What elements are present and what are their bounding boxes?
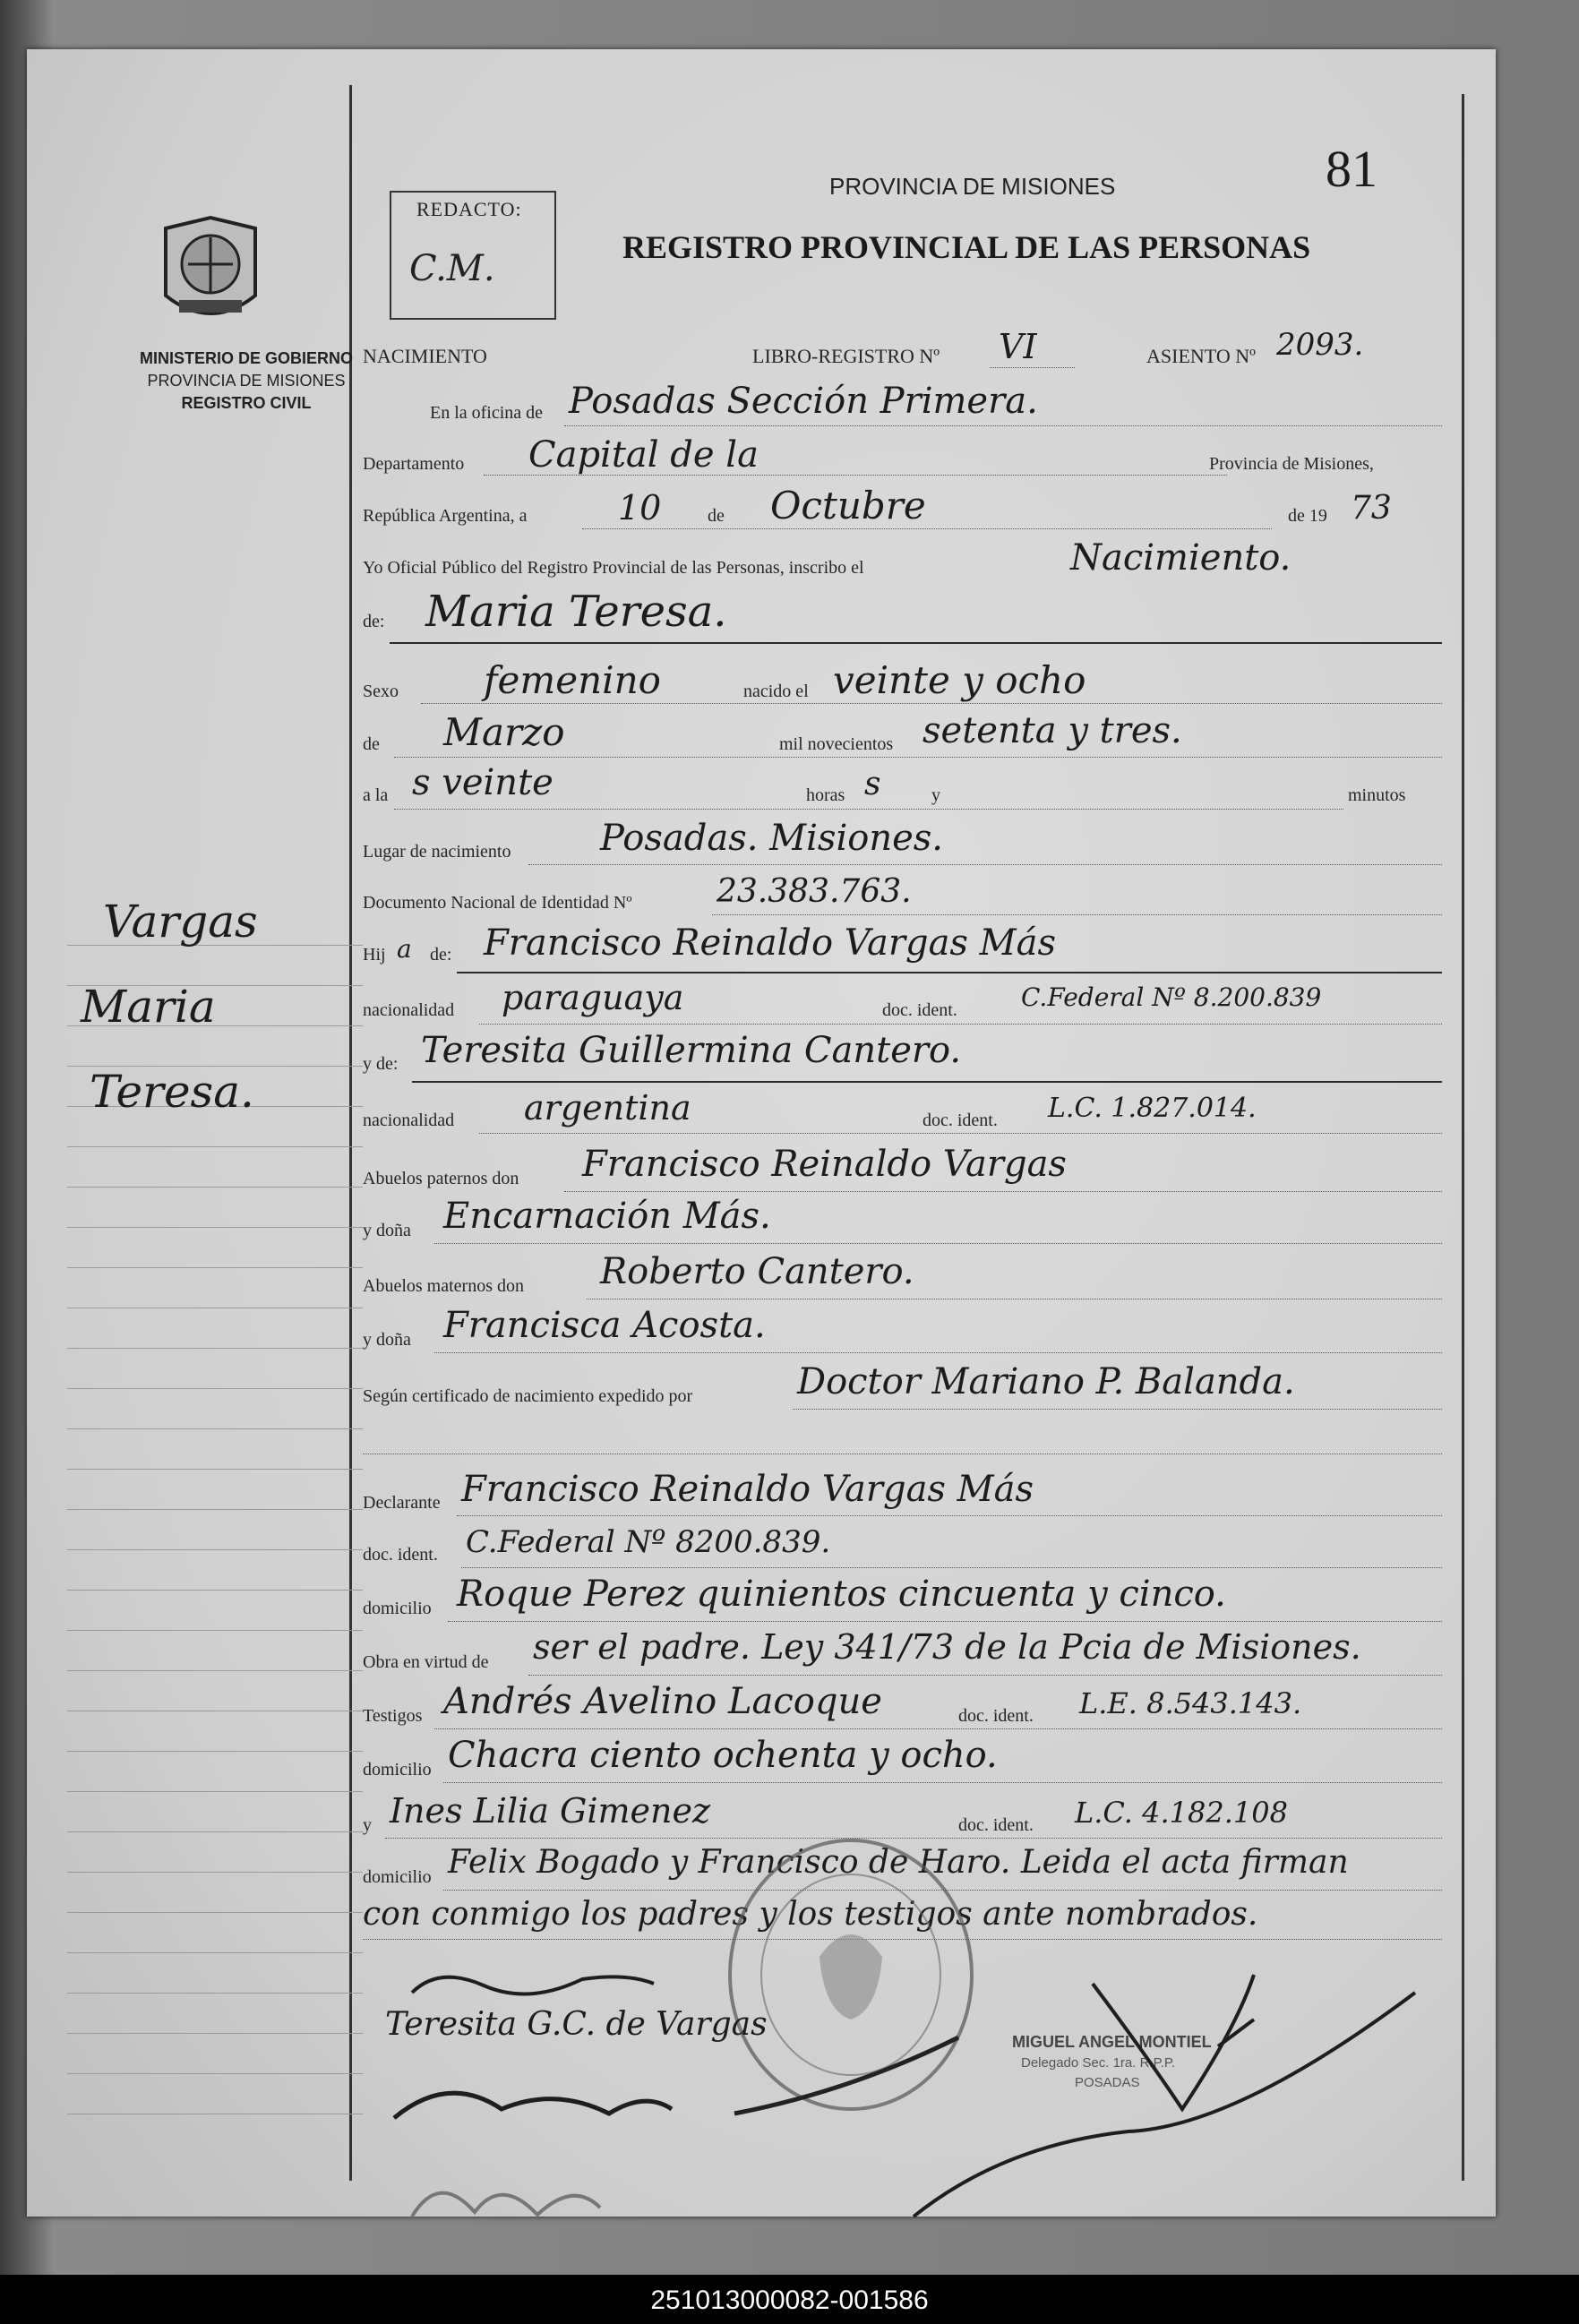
doc5-value: L.C. 4.182.108: [1075, 1796, 1288, 1830]
certificado-value: Doctor Mariano P. Balanda.: [797, 1361, 1295, 1402]
de-mes-label: de: [363, 734, 380, 754]
de-name-label: de:: [363, 612, 385, 631]
registry-heading: REGISTRO PROVINCIAL DE LAS PERSONAS: [622, 229, 1311, 265]
minutos-label: minutos: [1348, 785, 1406, 805]
dia-value: 10: [618, 488, 662, 527]
oficina-label: En la oficina de: [430, 403, 544, 423]
domicilio1-label: domicilio: [363, 1599, 432, 1618]
abm-dona-label: y doña: [363, 1330, 411, 1350]
doc4-label: doc. ident.: [958, 1706, 1034, 1726]
obra-value: ser el padre. Ley 341/73 de la Pcia de Misiones.: [533, 1627, 1361, 1667]
anio-value: 73: [1351, 490, 1392, 527]
hija-suffix: a: [397, 934, 412, 964]
ala-value: s veinte: [412, 762, 554, 803]
domicilio1-value: Roque Perez quinientos cincuenta y cinco.: [457, 1574, 1226, 1615]
nacido-label: nacido el: [743, 682, 809, 701]
abuelos-maternos-value: Roberto Cantero.: [600, 1251, 914, 1292]
de-label: de: [708, 506, 725, 526]
doc1-label: doc. ident.: [882, 1000, 957, 1020]
doc4-value: L.E. 8.543.143.: [1079, 1686, 1302, 1720]
mes-value: Octubre: [770, 484, 926, 527]
abp-dona-value: Encarnación Más.: [443, 1196, 771, 1237]
obra-label: Obra en virtud de: [363, 1652, 489, 1672]
declarante-label: Declarante: [363, 1493, 441, 1513]
signatures-graphic: [358, 1930, 1433, 2252]
margin-note-name1: Maria: [81, 981, 216, 1033]
margin-note-name2: Teresa.: [90, 1066, 254, 1118]
margin-note-surname: Vargas: [103, 896, 258, 948]
record-type-label: NACIMIENTO: [363, 345, 487, 367]
mother-name: Teresita Guillermina Cantero.: [421, 1030, 962, 1071]
domicilio3-value: Felix Bogado y Francisco de Haro. Leida el acta firman: [448, 1844, 1349, 1881]
de-anio-label: de 19: [1288, 506, 1327, 526]
ministry-label: MINISTERIO DE GOBIERNO: [139, 349, 354, 367]
abuelos-paternos-label: Abuelos paternos don: [363, 1169, 519, 1188]
oficina-value: Posadas Sección Primera.: [569, 381, 1038, 422]
declarante-value: Francisco Reinaldo Vargas Más: [461, 1469, 1034, 1510]
testigos-label: Testigos: [363, 1706, 423, 1726]
province-label: PROVINCIA DE MISIONES: [147, 372, 346, 390]
testigo2-value: Ines Lilia Gimenez: [390, 1791, 710, 1831]
abp-dona-label: y doña: [363, 1221, 411, 1240]
nacionalidad2-label: nacionalidad: [363, 1111, 455, 1130]
doc2-value: L.C. 1.827.014.: [1048, 1093, 1257, 1124]
footer-bar: [0, 2275, 1579, 2324]
nacido-value: veinte y ocho: [833, 658, 1086, 702]
mil-value: setenta y tres.: [923, 710, 1182, 751]
hija-label: Hij: [363, 945, 386, 965]
sexo-value: femenino: [484, 658, 661, 702]
redacto-label: REDACTO:: [416, 198, 522, 220]
doc3-label: doc. ident.: [363, 1545, 438, 1565]
document-id: 251013000082-001586: [650, 2285, 929, 2315]
province-heading: PROVINCIA DE MISIONES: [829, 173, 1116, 200]
asiento-label: ASIENTO Nº: [1146, 345, 1256, 367]
mother-signature: Teresita G.C. de Vargas: [385, 2006, 768, 2043]
civil-registry-label: REGISTRO CIVIL: [181, 394, 312, 412]
provincia-label: Provincia de Misiones,: [1209, 454, 1374, 474]
y2-label: y: [363, 1815, 372, 1835]
nacionalidad1-value: paraguaya: [502, 978, 684, 1017]
certificado-label: Según certificado de nacimiento expedido por: [363, 1386, 693, 1406]
ala-label: a la: [363, 785, 389, 805]
horas-label: horas: [806, 785, 845, 805]
y-de-label: y de:: [363, 1054, 399, 1074]
doc2-label: doc. ident.: [923, 1111, 998, 1130]
stamp-title: Delegado Sec. 1ra. R.P.P.: [1021, 2055, 1176, 2071]
libro-label: LIBRO-REGISTRO Nº: [752, 345, 940, 367]
nacionalidad2-value: argentina: [524, 1088, 691, 1128]
departamento-label: Departamento: [363, 454, 465, 474]
nacionalidad1-label: nacionalidad: [363, 1000, 455, 1020]
redacto-value: C.M.: [409, 248, 495, 289]
abuelos-paternos-value: Francisco Reinaldo Vargas: [582, 1144, 1067, 1185]
stamp-city: POSADAS: [1075, 2075, 1140, 2090]
domicilio2-label: domicilio: [363, 1760, 432, 1779]
republica-label: República Argentina, a: [363, 506, 528, 526]
departamento-value: Capital de la: [528, 434, 759, 476]
stamp-name: MIGUEL ANGEL MONTIEL: [1012, 2033, 1212, 2051]
abuelos-maternos-label: Abuelos maternos don: [363, 1276, 524, 1296]
horas-value: s: [864, 766, 881, 802]
doc5-label: doc. ident.: [958, 1815, 1034, 1835]
inscribo-value: Nacimiento.: [1070, 537, 1292, 579]
libro-value: VI: [999, 327, 1037, 366]
mil-label: mil novecientos: [779, 734, 894, 754]
child-name: Maria Teresa.: [425, 587, 727, 637]
sexo-label: Sexo: [363, 682, 399, 701]
domicilio2-value: Chacra ciento ochenta y ocho.: [448, 1735, 998, 1776]
yo-oficial-label: Yo Oficial Público del Registro Provincial de las Personas, inscribo el: [363, 558, 864, 578]
dni-label: Documento Nacional de Identidad Nº: [363, 893, 632, 913]
dni-value: 23.383.763.: [717, 873, 912, 910]
y-label: y: [931, 785, 940, 805]
doc3-value: C.Federal Nº 8200.839.: [466, 1524, 831, 1560]
closing-text: con conmigo los padres y los testigos ante nombrados.: [363, 1896, 1258, 1933]
hija-de-label: de:: [430, 945, 452, 965]
lugar-label: Lugar de nacimiento: [363, 842, 511, 862]
page-number: 81: [1326, 140, 1377, 198]
redacto-box: [390, 191, 556, 320]
right-margin-rule: [1462, 94, 1464, 2181]
province-crest-icon: [152, 210, 269, 336]
document-page: [27, 49, 1496, 2217]
asiento-value: 2093.: [1276, 327, 1364, 363]
domicilio3-label: domicilio: [363, 1867, 432, 1887]
lugar-value: Posadas. Misiones.: [600, 818, 943, 859]
abm-dona-value: Francisca Acosta.: [443, 1305, 766, 1346]
doc1-value: C.Federal Nº 8.200.839: [1021, 982, 1322, 1012]
father-name: Francisco Reinaldo Vargas Más: [484, 922, 1057, 964]
nacido-mes: Marzo: [443, 710, 565, 754]
testigo1-value: Andrés Avelino Lacoque: [443, 1681, 882, 1722]
